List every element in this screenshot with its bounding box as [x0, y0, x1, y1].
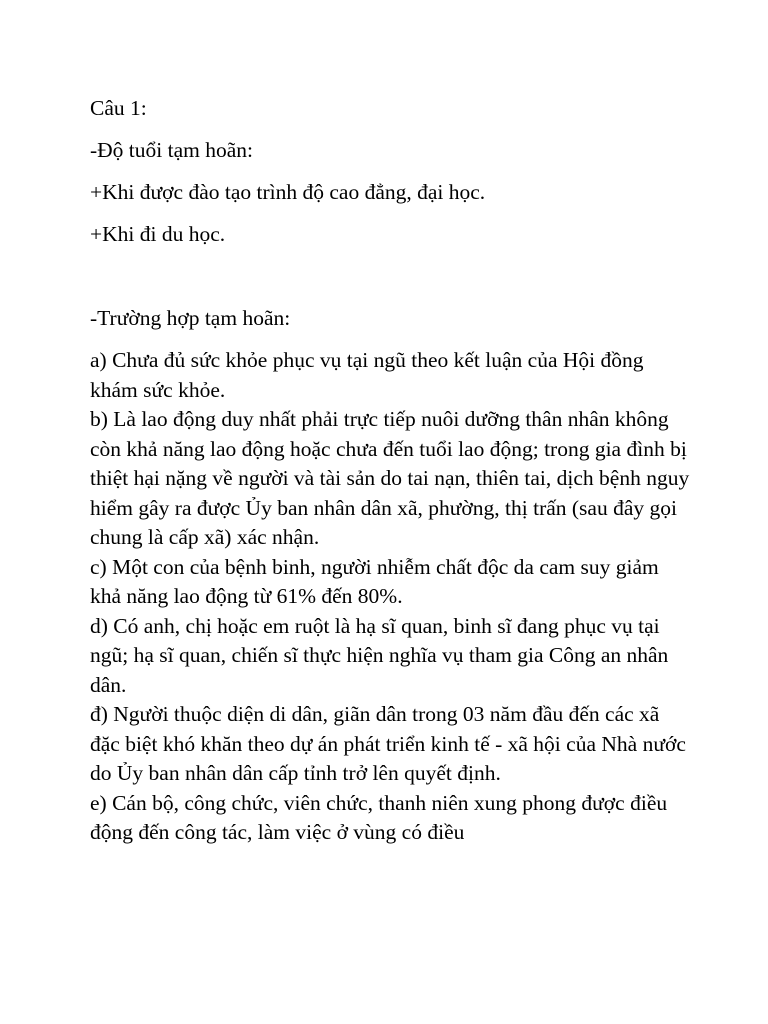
case-item-d: d) Có anh, chị hoặc em ruột là hạ sĩ quan, binh sĩ đang phục vụ tại ngũ; hạ sĩ quan, chiến sĩ thực hiện nghĩa vụ tham gia Công an nhân dân. — [90, 613, 669, 697]
question-heading: Câu 1: — [90, 96, 147, 120]
age-item: +Khi đi du học. — [90, 222, 226, 246]
case-item-e: e) Cán bộ, công chức, viên chức, thanh niên xung phong được điều động đến công tác, làm việc ở vùng có điều — [90, 790, 668, 844]
age-section-title: -Độ tuổi tạm hoãn: — [90, 138, 254, 162]
document-page — [90, 94, 690, 848]
age-item: +Khi được đào tạo trình độ cao đẳng, đại học. — [90, 180, 486, 204]
case-item-b: b) Là lao động duy nhất phải trực tiếp nuôi dưỡng thân nhân không còn khả năng lao động hoặc chưa đến tuổi lao động; trong gia đình bị thiệt hại nặng về người và tài sản do tai nạn, thiên tai, dịch bệnh nguy hiểm gây ra được Ủy ban nhân dân xã, phường, thị trấn (sau đây gọi chung là cấp xã) xác nhận. — [90, 407, 690, 549]
case-item-dd: đ) Người thuộc diện di dân, giãn dân trong 03 năm đầu đến các xã đặc biệt khó khăn theo dự án phát triển kinh tế - xã hội của Nhà nước do Ủy ban nhân dân cấp tỉnh trở lên quyết định. — [90, 702, 686, 785]
case-item-c: c) Một con của bệnh binh, người nhiễm chất độc da cam suy giảm khả năng lao động từ 61% đến 80%. — [90, 554, 659, 608]
cases-list — [90, 346, 690, 848]
blank-line — [90, 262, 690, 292]
case-item-a: a) Chưa đủ sức khỏe phục vụ tại ngũ theo kết luận của Hội đồng khám sức khỏe. — [90, 348, 644, 402]
cases-section-title: -Trường hợp tạm hoãn: — [90, 306, 291, 330]
